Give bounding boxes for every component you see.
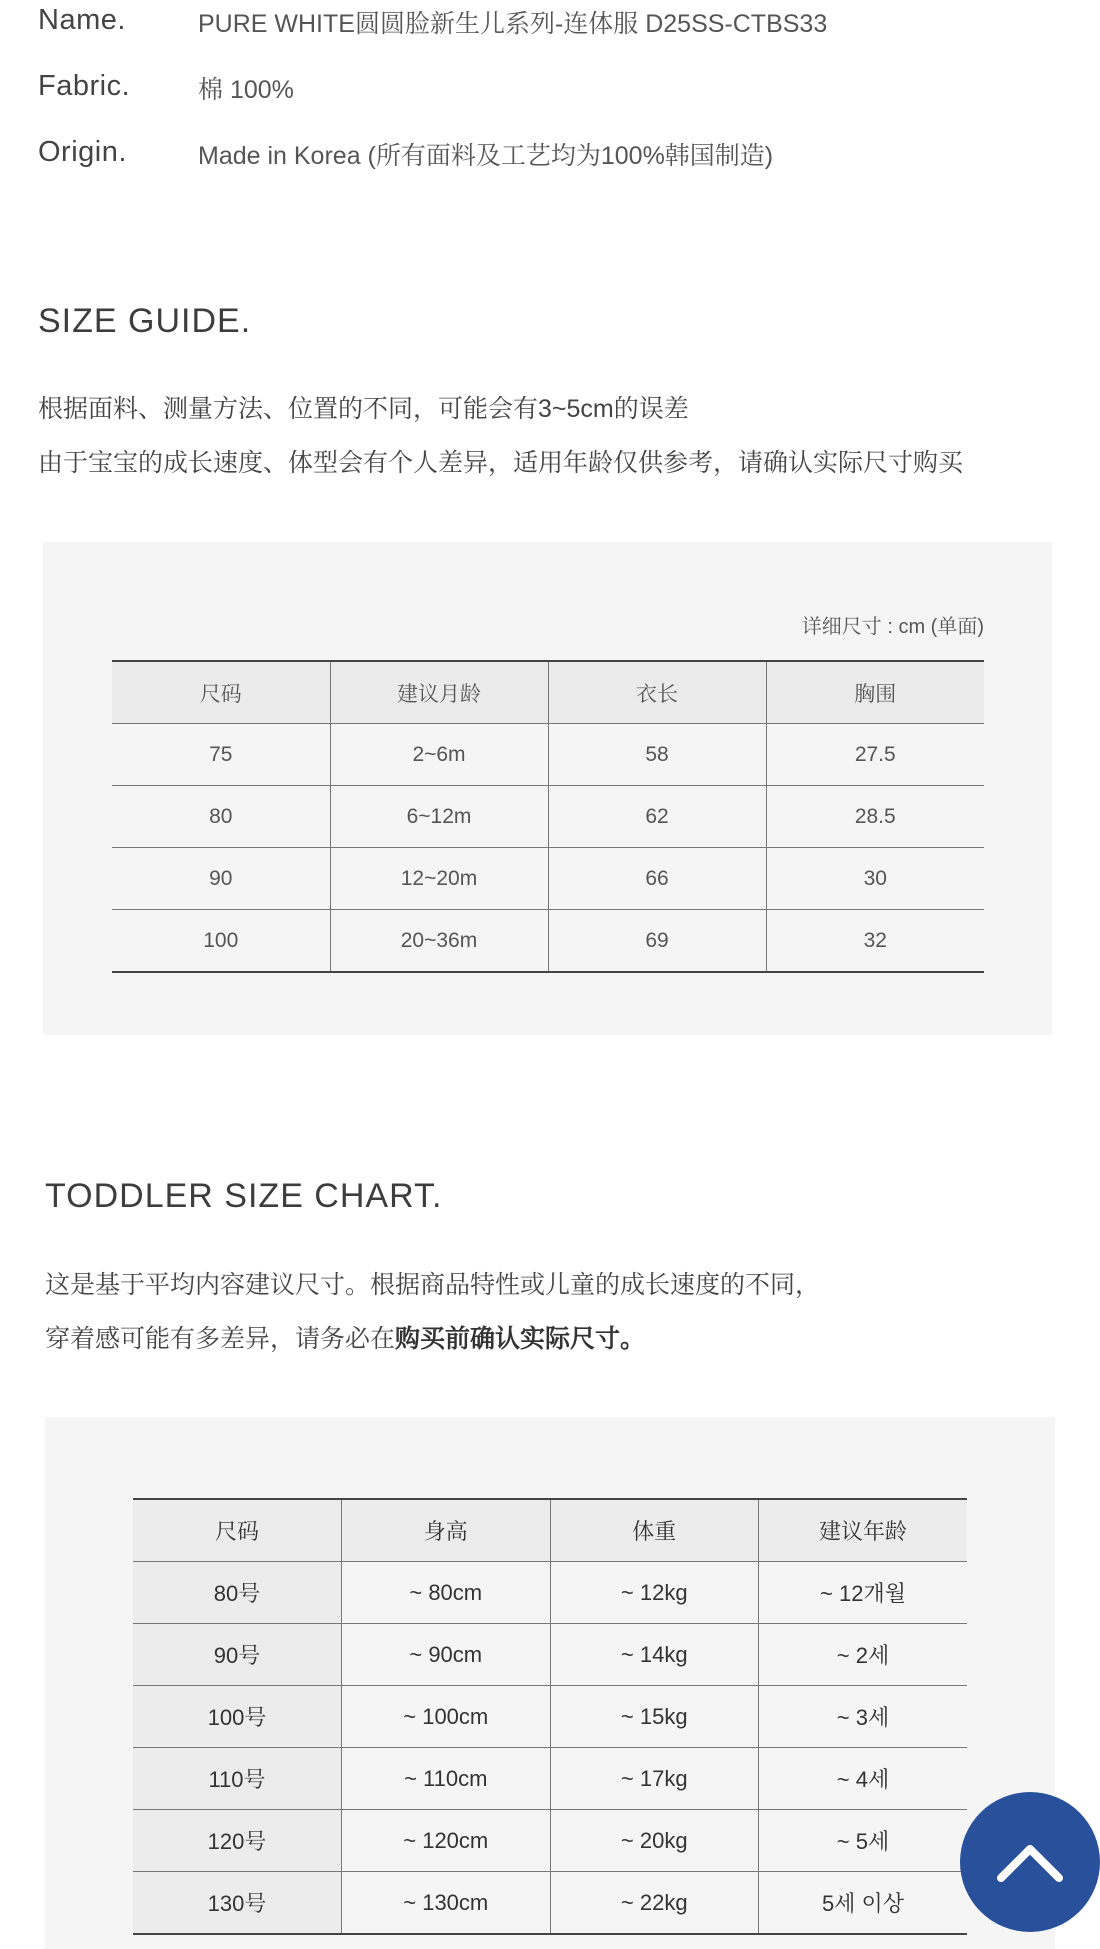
table-cell: ~ 4세 [759, 1748, 968, 1810]
table-row [133, 1624, 967, 1686]
table-row [133, 1810, 967, 1872]
origin-label: Origin. [38, 136, 127, 168]
table-row [112, 848, 984, 910]
table-cell: 6~12m [330, 786, 548, 848]
origin-value: Made in Korea (所有面料及工艺均为100%韩国制造) [198, 142, 774, 170]
size-guide-note-2: 由于宝宝的成长速度、体型会有个人差异，适用年龄仅供参考，请确认实际尺寸购买 [38, 449, 964, 477]
table-cell: ~ 120cm [342, 1810, 551, 1872]
table-cell: 12~20m [330, 848, 548, 910]
table-cell: 120号 [133, 1810, 342, 1872]
size-unit-label: 详细尺寸 : cm (单面) [801, 616, 984, 638]
table-cell: ~ 80cm [342, 1562, 551, 1624]
table-cell: 62 [548, 786, 766, 848]
table-cell: 80号 [133, 1562, 342, 1624]
toddler-chart-title: TODDLER SIZE CHART. [45, 1177, 443, 1215]
table-row [112, 786, 984, 848]
toddler-note-plain: 穿着感可能有多差异，请务必在 [45, 1325, 396, 1353]
table-cell: ~ 20kg [550, 1810, 759, 1872]
table-cell: 32 [766, 910, 984, 973]
name-value: PURE WHITE圆圆脸新生儿系列-连体服 D25SS-CTBS33 [198, 10, 828, 38]
table-cell: 100号 [133, 1686, 342, 1748]
size-guide-title: SIZE GUIDE. [38, 302, 252, 340]
header-cell: 尺码 [133, 1499, 342, 1562]
table-cell: ~ 12개월 [759, 1562, 968, 1624]
table-cell: 90号 [133, 1624, 342, 1686]
table-cell: 110号 [133, 1748, 342, 1810]
table-cell: 130号 [133, 1872, 342, 1935]
toddler-chart-note-2 [45, 1312, 645, 1366]
header-cell: 建议月龄 [330, 661, 548, 724]
table-cell: ~ 130cm [342, 1872, 551, 1935]
header-cell: 胸围 [766, 661, 984, 724]
header-cell: 衣长 [548, 661, 766, 724]
table-cell: 100 [203, 928, 239, 952]
table-cell: ~ 5세 [759, 1810, 968, 1872]
table-cell: 75 [112, 724, 330, 786]
table-cell: ~ 100cm [342, 1686, 551, 1748]
table-cell: ~ 90cm [342, 1624, 551, 1686]
table-cell: 27.5 [766, 724, 984, 786]
table-cell: ~ 110cm [342, 1748, 551, 1810]
table-cell: ~ 2세 [759, 1624, 968, 1686]
table-row [112, 910, 984, 973]
table-cell: ~ 3세 [759, 1686, 968, 1748]
header-cell: 体重 [550, 1499, 759, 1562]
table-cell: 66 [548, 848, 766, 910]
table-cell: ~ 14kg [550, 1624, 759, 1686]
table-row [133, 1686, 967, 1748]
size-guide-table [112, 660, 984, 973]
scroll-to-top-button[interactable] [960, 1792, 1100, 1932]
table-row [133, 1748, 967, 1810]
table-header-row [133, 1499, 967, 1562]
header-cell: 建议年龄 [759, 1499, 968, 1562]
toddler-size-table [133, 1498, 967, 1935]
name-label: Name. [38, 4, 126, 36]
table-cell: 30 [766, 848, 984, 910]
table-row [112, 724, 984, 786]
fabric-label: Fabric. [38, 70, 131, 102]
table-cell: 69 [548, 910, 766, 973]
header-cell: 尺码 [112, 661, 330, 724]
table-cell: 58 [548, 724, 766, 786]
table-cell: 2~6m [330, 724, 548, 786]
toddler-note-bold: 购买前确认实际尺寸。 [395, 1325, 646, 1353]
fabric-value: 棉 100% [198, 76, 294, 104]
chevron-up-icon [995, 1840, 1065, 1884]
table-cell: 28.5 [766, 786, 984, 848]
size-guide-note-1: 根据面料、测量方法、位置的不同，可能会有3~5cm的误差 [38, 395, 689, 423]
table-header-row [112, 661, 984, 724]
table-cell: 20~36m [330, 910, 548, 973]
table-cell: 80 [112, 786, 330, 848]
header-cell: 身高 [342, 1499, 551, 1562]
toddler-chart-note-1: 这是基于平均内容建议尺寸。根据商品特性或儿童的成长速度的不同， [45, 1271, 821, 1299]
table-row [133, 1562, 967, 1624]
table-cell: ~ 12kg [550, 1562, 759, 1624]
table-cell: ~ 22kg [550, 1872, 759, 1935]
table-cell: 5세 이상 [759, 1872, 968, 1935]
table-cell: 90 [112, 848, 330, 910]
table-cell: ~ 17kg [550, 1748, 759, 1810]
table-row [133, 1872, 967, 1935]
table-cell: ~ 15kg [550, 1686, 759, 1748]
